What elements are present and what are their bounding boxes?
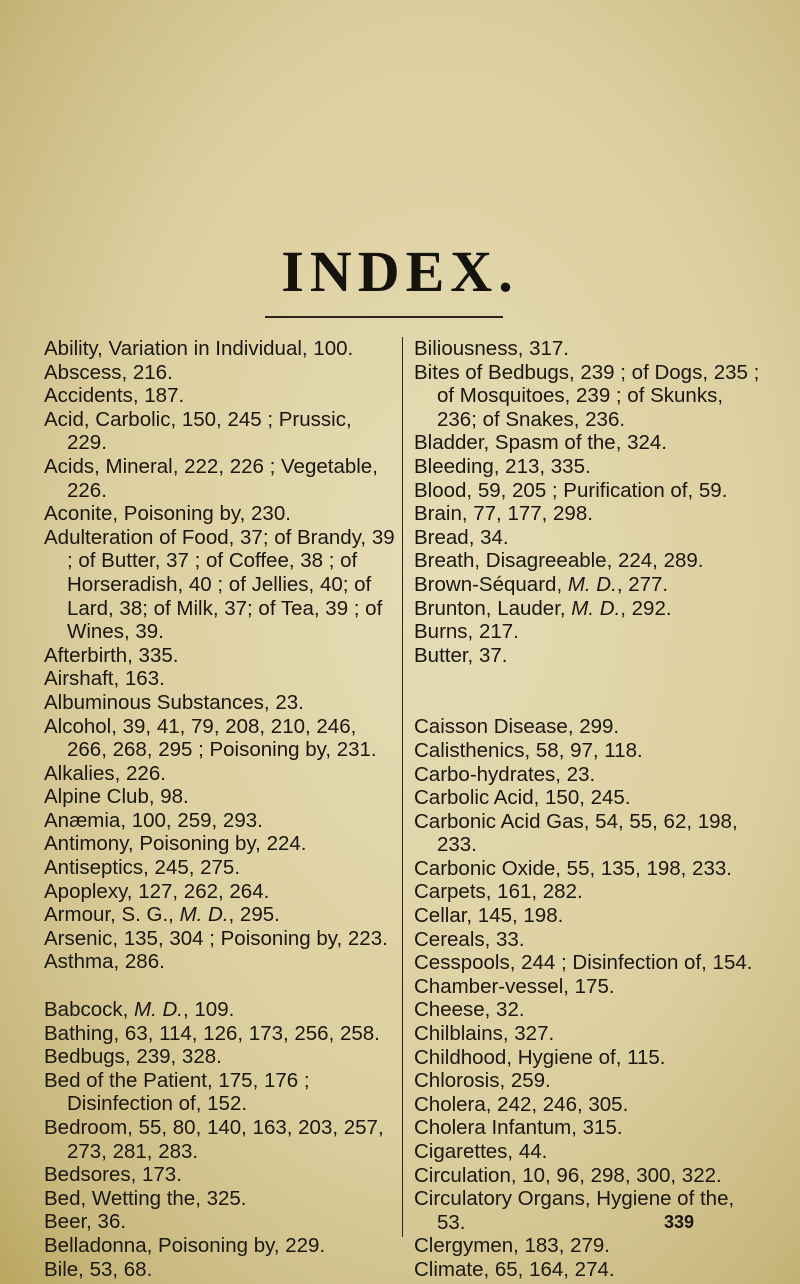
index-entry	[414, 526, 766, 550]
index-entry	[414, 810, 766, 857]
index-entry	[44, 1210, 396, 1234]
entry-text: Carbo-hydrates, 23.	[414, 762, 596, 786]
entry-text: Cheese, 32.	[414, 998, 525, 1022]
index-entry	[44, 927, 396, 951]
entry-text: Carbolic Acid, 150, 245.	[414, 786, 631, 810]
entry-text: Adulteration of Food, 37; of Brandy, 39 ; of Butter, 37 ; of Coffee, 38 ; of Horseradish, 40 ; of Jellies, 40; of Lard, 38; of Milk, 37; of Tea, 39 ; of Wines, 39.	[44, 525, 395, 644]
entry-text: Arsenic, 135, 304 ; Poisoning by, 223.	[44, 926, 388, 950]
entry-text: Accidents, 187.	[44, 384, 185, 408]
index-entry	[414, 597, 766, 621]
index-entry	[414, 549, 766, 573]
entry-text: Antimony, Poisoning by, 224.	[44, 832, 307, 856]
entry-text: Albuminous Substances, 23.	[44, 690, 304, 714]
entry-text: Burns, 217.	[414, 620, 519, 644]
entry-text: Chamber-vessel, 175.	[414, 974, 615, 998]
entry-text: , 109.	[183, 998, 235, 1022]
index-entry	[44, 715, 396, 762]
entry-text: Armour, S. G.,	[44, 903, 180, 927]
title-rule	[265, 316, 503, 318]
section-gap	[414, 691, 766, 715]
index-entry	[414, 620, 766, 644]
index-entry	[414, 1187, 766, 1234]
index-entry	[414, 786, 766, 810]
index-entry	[414, 857, 766, 881]
entry-text: Bed, Wetting the, 325.	[44, 1186, 247, 1210]
entry-text: , 277.	[616, 572, 669, 596]
entry-text: Beer, 36.	[44, 1210, 127, 1234]
index-entry	[414, 455, 766, 479]
index-entry	[414, 1258, 766, 1282]
entry-text: Clergymen, 183, 279.	[414, 1234, 611, 1258]
index-entry	[44, 1163, 396, 1187]
entry-text: Caisson Disease, 299.	[414, 715, 620, 739]
entry-text: Brunton, Lauder,	[414, 596, 572, 620]
entry-text: Acids, Mineral, 222, 226 ; Vegetable, 226.	[44, 454, 378, 502]
index-entry	[44, 502, 396, 526]
page-title: INDEX.	[281, 239, 519, 304]
entry-text: Alkalies, 226.	[44, 761, 166, 785]
index-entry	[44, 880, 396, 904]
index-entry	[44, 1022, 396, 1046]
entry-text: Acid, Carbolic, 150, 245 ; Prussic, 229.	[44, 407, 352, 455]
index-entry	[44, 526, 396, 644]
index-entry	[44, 832, 396, 856]
entry-title-italic: M. D.	[571, 596, 621, 620]
index-entry	[414, 1069, 766, 1093]
entry-text: Cholera Infantum, 315.	[414, 1116, 623, 1140]
entry-text: Carbonic Oxide, 55, 135, 198, 233.	[414, 856, 732, 880]
index-entry	[414, 880, 766, 904]
entry-text: Bladder, Spasm of the, 324.	[414, 431, 667, 455]
entry-text: Childhood, Hygiene of, 115.	[414, 1045, 666, 1069]
entry-text: Antiseptics, 245, 275.	[44, 856, 241, 880]
index-entry	[44, 691, 396, 715]
entry-text: Calisthenics, 58, 97, 118.	[414, 738, 643, 762]
index-entry	[414, 715, 766, 739]
entry-text: Aconite, Poisoning by, 230.	[44, 502, 291, 526]
index-entry	[44, 667, 396, 691]
index-entry	[44, 950, 396, 974]
index-entry	[44, 361, 396, 385]
index-entry	[44, 644, 396, 668]
index-entry	[414, 337, 766, 361]
index-entry	[44, 762, 396, 786]
index-column-right	[414, 337, 766, 1282]
index-entry	[44, 1234, 396, 1258]
entry-text: Biliousness, 317.	[414, 337, 569, 360]
entry-text: Cigarettes, 44.	[414, 1140, 548, 1163]
index-entry	[44, 856, 396, 880]
index-entry	[44, 337, 396, 361]
entry-text: Circulation, 10, 96, 298, 300, 322.	[414, 1163, 722, 1187]
index-entry	[44, 1069, 396, 1116]
page-number: 339	[664, 1212, 695, 1232]
entry-text: Ability, Variation in Individual, 100.	[44, 337, 354, 360]
section-gap	[414, 667, 766, 691]
entry-text: , 292.	[620, 596, 672, 620]
index-entry	[414, 1022, 766, 1046]
entry-text: Carpets, 161, 282.	[414, 880, 583, 904]
index-entry	[414, 1164, 766, 1188]
index-entry	[414, 928, 766, 952]
entry-text: Cesspools, 244 ; Disinfection of, 154.	[414, 951, 753, 975]
entry-text: Circulatory Organs, Hygiene of the, 53.	[414, 1187, 735, 1234]
entry-text: Chilblains, 327.	[414, 1022, 555, 1046]
entry-text: Climate, 65, 164, 274.	[414, 1257, 615, 1281]
index-entry	[414, 573, 766, 597]
entry-text: Bleeding, 213, 335.	[414, 454, 591, 478]
index-entry	[44, 1045, 396, 1069]
entry-text: Asthma, 286.	[44, 950, 165, 974]
entry-text: Airshaft, 163.	[44, 667, 165, 691]
column-divider	[402, 337, 403, 1237]
index-entry	[414, 998, 766, 1022]
entry-text: Cholera, 242, 246, 305.	[414, 1092, 629, 1116]
entry-title-italic: M. D.	[567, 572, 617, 596]
entry-text: Bed of the Patient, 175, 176 ; Disinfection of, 152.	[44, 1068, 310, 1116]
index-entry	[44, 903, 396, 927]
entry-text: Butter, 37.	[414, 643, 508, 667]
entry-text: Bites of Bedbugs, 239 ; of Dogs, 235 ; of Mosquitoes, 239 ; of Skunks, 236; of Snakes, 236.	[414, 360, 760, 431]
entry-text: Alpine Club, 98.	[44, 785, 189, 809]
index-entry	[44, 998, 396, 1022]
index-entry	[414, 904, 766, 928]
entry-text: Apoplexy, 127, 262, 264.	[44, 879, 270, 903]
index-entry	[44, 408, 396, 455]
entry-text: Anæmia, 100, 259, 293.	[44, 808, 263, 832]
index-entry	[414, 951, 766, 975]
entry-text: Carbonic Acid Gas, 54, 55, 62, 198, 233.	[414, 809, 738, 857]
index-entry	[44, 1187, 396, 1211]
index-entry	[414, 1093, 766, 1117]
entry-title-italic: M. D.	[179, 903, 229, 927]
entry-text: Cereals, 33.	[414, 927, 525, 951]
entry-text: Bedroom, 55, 80, 140, 163, 203, 257, 273, 281, 283.	[44, 1116, 384, 1163]
entry-text: Abscess, 216.	[44, 360, 173, 384]
entry-text: Bread, 34.	[414, 525, 509, 549]
index-entry	[414, 1046, 766, 1070]
entry-text: , 295.	[228, 903, 280, 927]
entry-text: Bile, 53, 68.	[44, 1257, 153, 1281]
index-entry	[414, 644, 766, 668]
entry-text: Brain, 77, 177, 298.	[414, 502, 593, 526]
index-entry	[44, 455, 396, 502]
index-entry	[414, 975, 766, 999]
entry-text: Bathing, 63, 114, 126, 173, 256, 258.	[44, 1021, 380, 1045]
index-entry	[414, 763, 766, 787]
section-gap	[44, 974, 396, 998]
index-entry	[44, 809, 396, 833]
index-entry	[414, 1140, 766, 1164]
index-entry	[414, 1234, 766, 1258]
entry-text: Chlorosis, 259.	[414, 1069, 551, 1093]
index-entry	[44, 1258, 396, 1282]
entry-text: Breath, Disagreeable, 224, 289.	[414, 549, 704, 573]
index-entry	[414, 502, 766, 526]
entry-text: Bedsores, 173.	[44, 1163, 182, 1187]
entry-text: Cellar, 145, 198.	[414, 904, 564, 928]
index-entry	[44, 384, 396, 408]
entry-text: Afterbirth, 335.	[44, 643, 179, 667]
index-entry	[44, 1116, 396, 1163]
index-column-left	[44, 337, 396, 1281]
entry-text: Babcock,	[44, 998, 135, 1022]
index-entry	[414, 1116, 766, 1140]
entry-text: Blood, 59, 205 ; Purification of, 59.	[414, 478, 728, 502]
index-entry	[414, 431, 766, 455]
index-entry	[414, 361, 766, 432]
index-entry	[44, 785, 396, 809]
index-entry	[414, 479, 766, 503]
entry-text: Alcohol, 39, 41, 79, 208, 210, 246, 266, 268, 295 ; Poisoning by, 231.	[44, 714, 377, 762]
entry-text: Belladonna, Poisoning by, 229.	[44, 1233, 326, 1257]
index-entry	[414, 739, 766, 763]
entry-title-italic: M. D.	[134, 998, 183, 1022]
entry-text: Bedbugs, 239, 328.	[44, 1045, 222, 1069]
entry-text: Brown-Séquard,	[414, 572, 568, 596]
